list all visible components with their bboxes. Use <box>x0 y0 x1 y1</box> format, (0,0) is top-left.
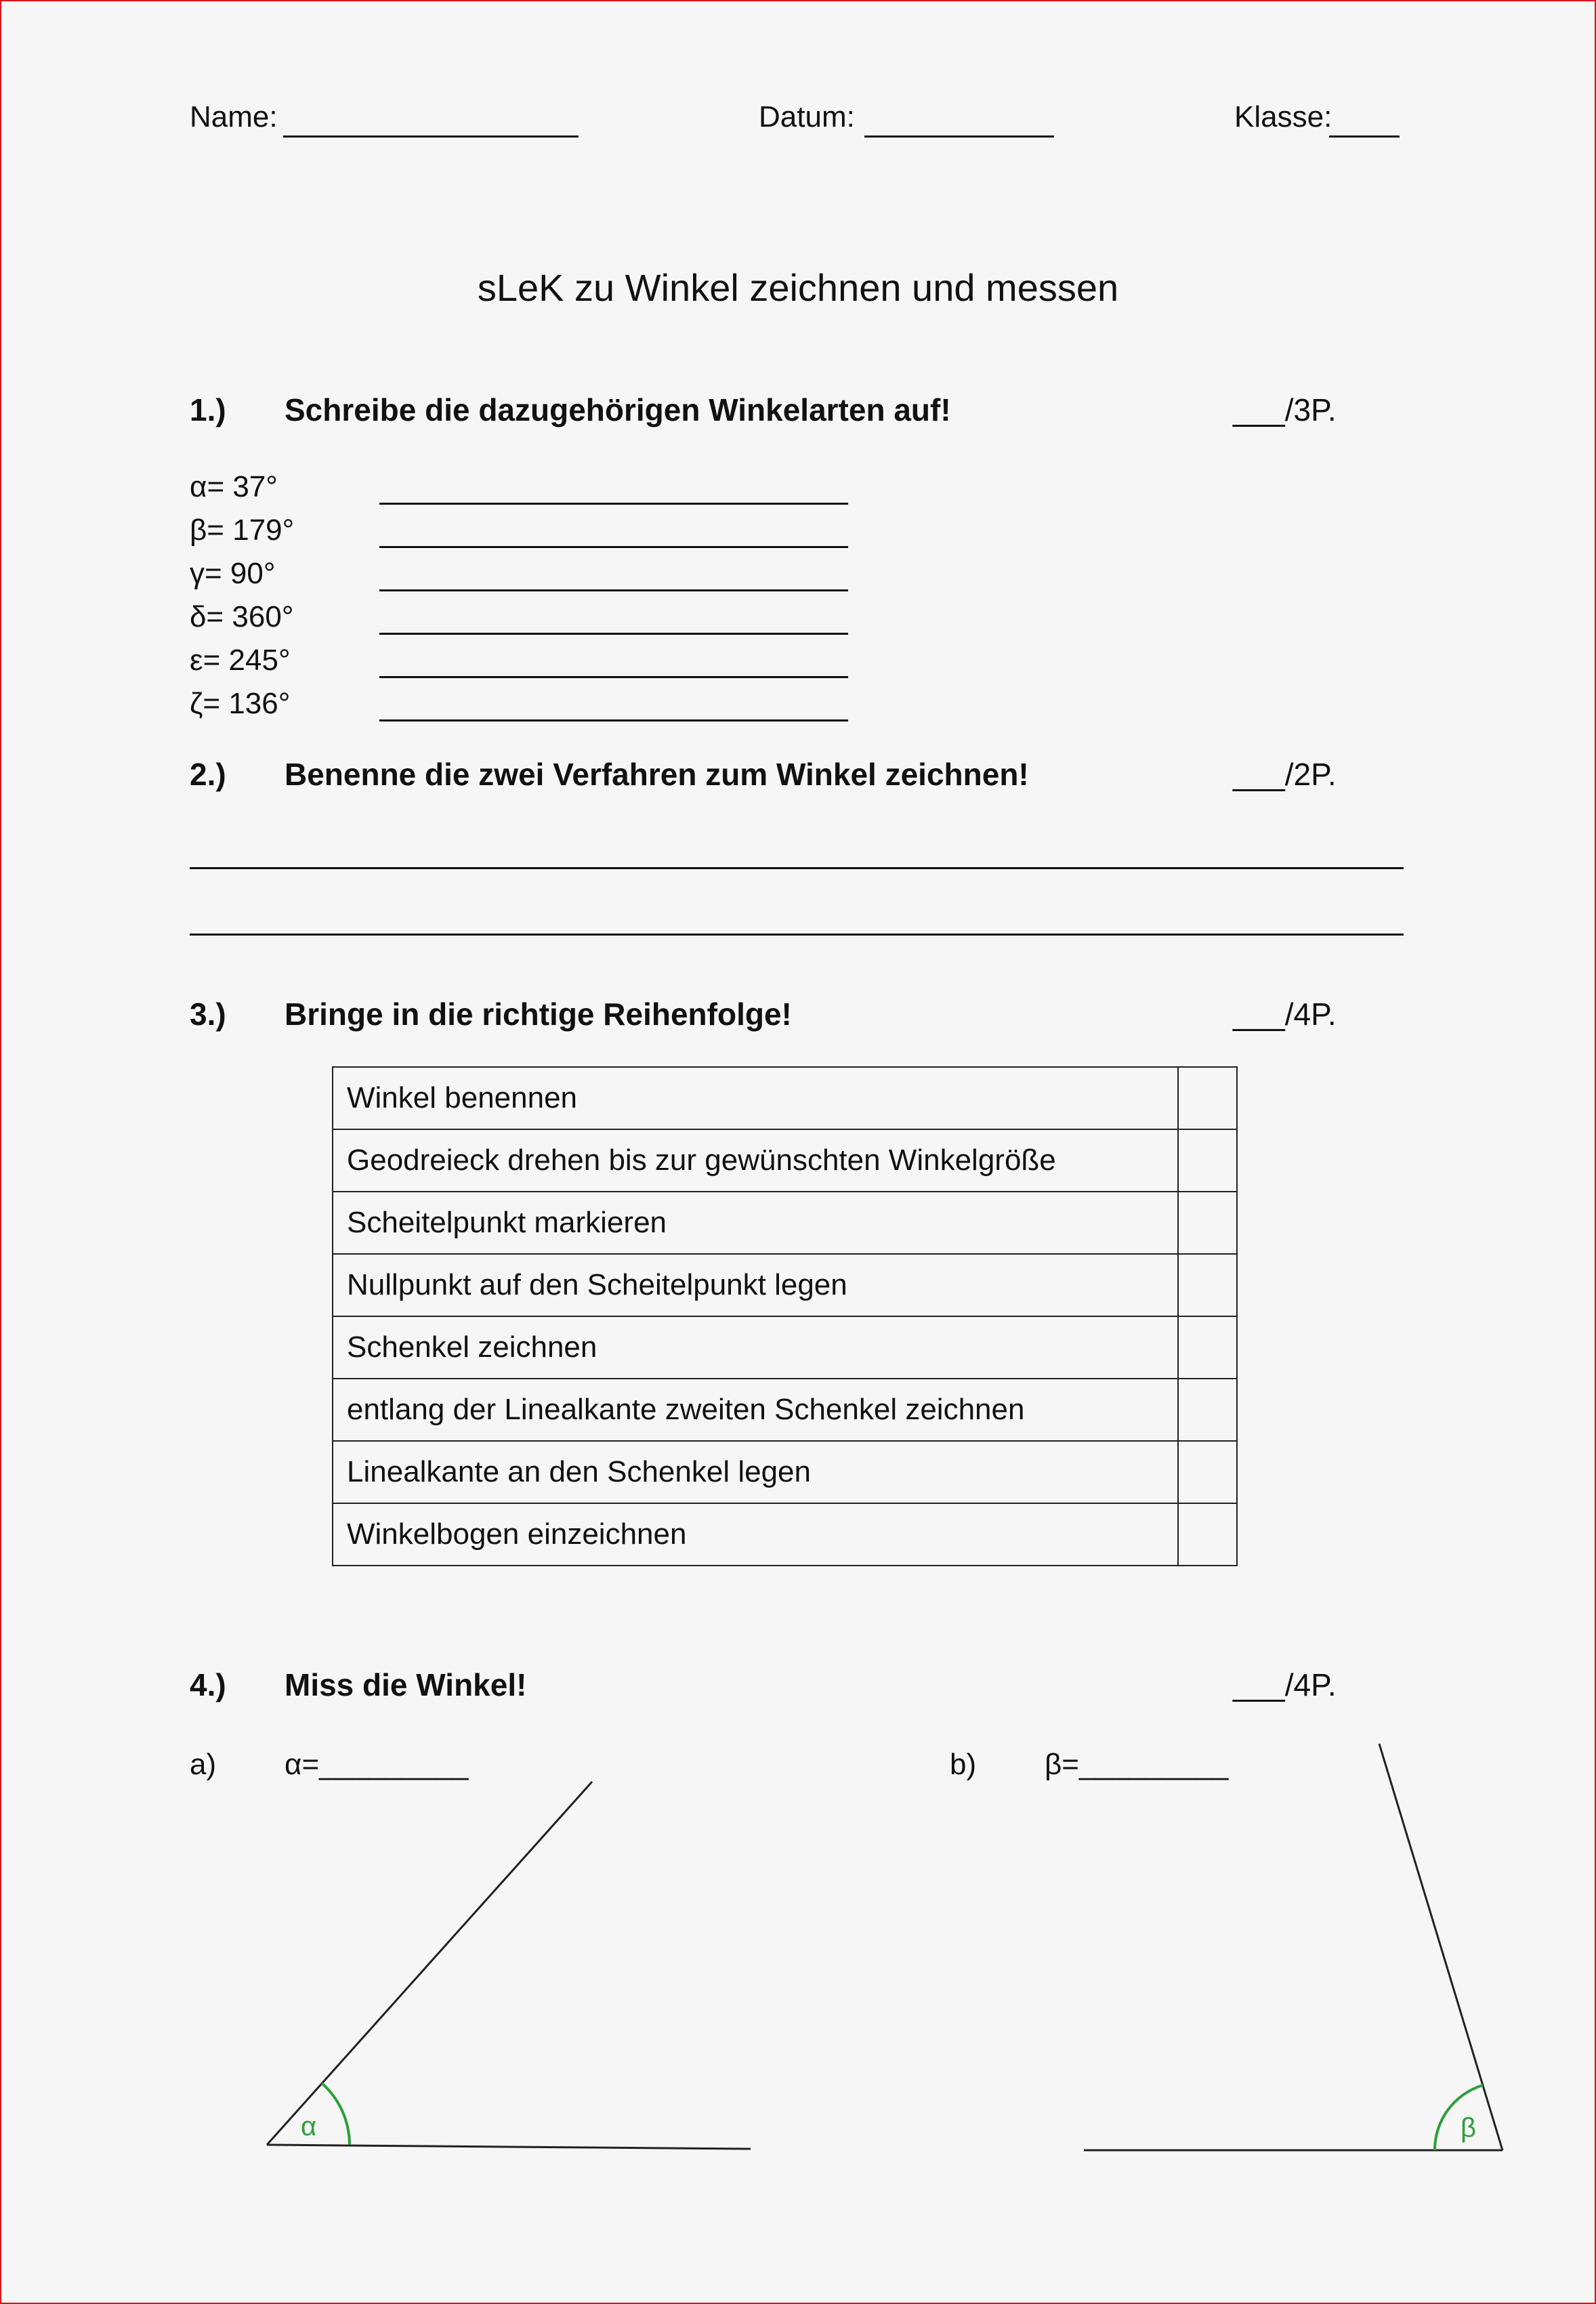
angle-a-leg-horizontal <box>267 2145 751 2149</box>
angle-a-figure <box>267 1782 751 2149</box>
q4b-label: b) <box>950 1748 977 1781</box>
step-label: Scheitelpunkt markieren <box>333 1192 1178 1254</box>
step-label: Schenkel zeichnen <box>333 1316 1178 1379</box>
q3-number: 3.) <box>190 997 226 1032</box>
q4-points: ___/4P. <box>1233 1667 1337 1702</box>
angle-b-leg-diagonal <box>1379 1744 1503 2150</box>
page-title: sLeK zu Winkel zeichnen und messen <box>477 266 1119 309</box>
q3-text: Bringe in die richtige Reihenfolge! <box>285 997 792 1032</box>
step-label: Winkelbogen einzeichnen <box>333 1503 1178 1566</box>
q1-angle-delta: δ= 360° <box>190 600 294 633</box>
q3-points: ___/4P. <box>1233 997 1337 1032</box>
step-label: Nullpunkt auf den Scheitelpunkt legen <box>333 1254 1178 1316</box>
q1-angle-beta: β= 179° <box>190 514 295 547</box>
q1-points: ___/3P. <box>1233 392 1337 427</box>
q1-angle-gamma: γ= 90° <box>190 557 276 590</box>
angle-b-symbol: β <box>1461 2113 1477 2143</box>
angle-a-leg-diagonal <box>267 1782 592 2145</box>
q4a-prompt[interactable]: α=_________ <box>285 1748 469 1781</box>
name-label: Name: <box>190 100 278 133</box>
class-label: Klasse: <box>1234 100 1332 133</box>
q4b-prompt[interactable]: β=_________ <box>1045 1748 1229 1781</box>
step-label: entlang der Linealkante zweiten Schenkel zeichnen <box>333 1379 1178 1441</box>
step-label: Geodreieck drehen bis zur gewünschten Winkelgröße <box>333 1129 1178 1192</box>
angle-b-figure <box>1084 1744 1503 2150</box>
q2-text: Benenne die zwei Verfahren zum Winkel zeichnen! <box>285 757 1029 792</box>
date-label: Datum: <box>759 100 855 133</box>
step-label: Winkel benennen <box>333 1067 1178 1129</box>
q1-text: Schreibe die dazugehörigen Winkelarten auf! <box>285 392 951 427</box>
q4a-label: a) <box>190 1748 217 1781</box>
angle-a-arc <box>322 2083 350 2145</box>
q1-angle-alpha: α= 37° <box>190 470 278 503</box>
q1-angle-epsilon: ε= 245° <box>190 644 291 677</box>
q4-text: Miss die Winkel! <box>285 1667 527 1702</box>
q4-number: 4.) <box>190 1667 226 1702</box>
q2-number: 2.) <box>190 757 226 792</box>
step-label: Linealkante an den Schenkel legen <box>333 1441 1178 1503</box>
q2-points: ___/2P. <box>1233 757 1337 792</box>
q1-number: 1.) <box>190 392 226 427</box>
angle-a-symbol: α <box>301 2112 317 2141</box>
q1-angle-zeta: ζ= 136° <box>190 687 291 720</box>
